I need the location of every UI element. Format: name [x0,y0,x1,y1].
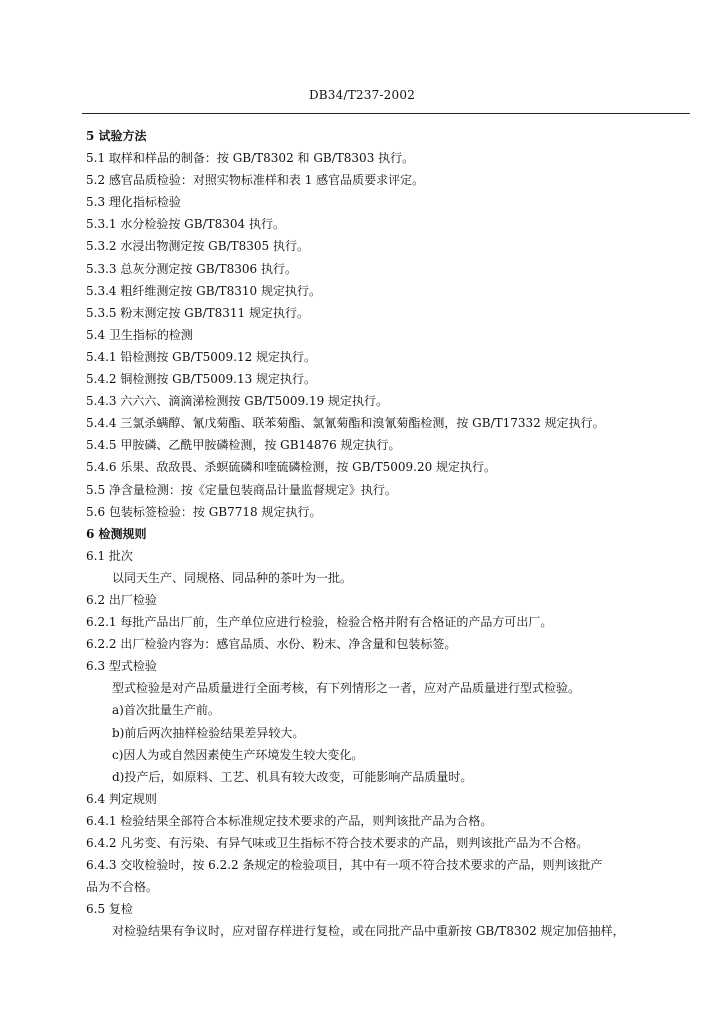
text-line: 对检验结果有争议时，应对留存样进行复检，或在同批产品中重新按 GB/T8302 规定加倍抽样， [112,924,625,939]
text-line: a)首次批量生产前。 [112,703,220,718]
text-line: 6.2.1 每批产品出厂前，生产单位应进行检验，检验合格并附有合格证的产品方可出厂。 [86,615,553,630]
text-line: 5.3.4 粗纤维测定按 GB/T8310 规定执行。 [86,283,321,298]
document-code-header: DB34/T237-2002 [308,88,416,102]
document-body [86,125,646,942]
text-line: 以同天生产、同规格、同品种的茶叶为一批。 [112,570,353,585]
text-line: 品为不合格。 [86,880,159,895]
text-line: 5.4.3 六六六、滴滴涕检测按 GB/T5009.19 规定执行。 [86,394,389,409]
text-line: 6.4 判定规则 [86,791,157,806]
section-heading: 6 检测规则 [86,526,147,541]
section-heading: 5 试验方法 [86,129,147,143]
text-line: 6.5 复检 [86,902,133,917]
text-line: 型式检验是对产品质量进行全面考核，有下列情形之一者，应对产品质量进行型式检验。 [112,681,581,696]
text-line: 5.3.5 粉末测定按 GB/T8311 规定执行。 [86,305,309,320]
text-line: 6.2 出厂检验 [86,592,157,607]
text-line: 6.4.1 检验结果全部符合本标准规定技术要求的产品，则判该批产品为合格。 [86,813,493,828]
text-line: 5.4.6 乐果、敌敌畏、杀螟硫磷和喹硫磷检测，按 GB/T5009.20 规定执行。 [86,460,497,475]
text-line: 5.3.3 总灰分测定按 GB/T8306 执行。 [86,261,297,276]
text-line: 5.4.5 甲胺磷、乙酰甲胺磷检测，按 GB14876 规定执行。 [86,438,401,453]
text-line: 6.2.2 出厂检验内容为：感官品质、水份、粉末、净含量和包装标签。 [86,637,457,652]
text-line: 5.3 理化指标检验 [86,195,181,210]
text-line: 5.5 净含量检测：按《定量包装商品计量监督规定》执行。 [86,482,397,497]
text-line: 5.3.2 水浸出物测定按 GB/T8305 执行。 [86,239,309,254]
header-rule [82,113,690,114]
text-line: 6.3 型式检验 [86,659,157,674]
text-line: 5.2 感官品质检验：对照实物标准样和表 1 感官品质要求评定。 [86,173,425,188]
text-line: c)因人为或自然因素使生产环境发生较大变化。 [112,747,364,762]
text-line: b)前后两次抽样检验结果差异较大。 [112,725,305,740]
text-line: 5.4.2 铜检测按 GB/T5009.13 规定执行。 [86,372,317,387]
text-line: 5.4.4 三氯杀螨醇、氰戊菊酯、联苯菊酯、氯氰菊酯和溴氰菊酯检测，按 GB/T17332 规定执行。 [86,416,605,431]
text-line: 5.6 包装标签检验：按 GB7718 规定执行。 [86,504,322,519]
text-line: d)投产后，如原料、工艺、机具有较大改变，可能影响产品质量时。 [112,769,473,784]
text-line: 5.3.1 水分检验按 GB/T8304 执行。 [86,217,285,232]
text-line: 6.4.2 凡劣变、有污染、有异气味或卫生指标不符合技术要求的产品，则判该批产品为不合格。 [86,836,589,850]
text-line: 6.4.3 交收检验时，按 6.2.2 条规定的检验项目，其中有一项不符合技术要求的产品，则判该批产 [86,858,603,873]
text-line: 5.4 卫生指标的检测 [86,327,193,342]
text-line: 5.4.1 铅检测按 GB/T5009.12 规定执行。 [86,349,317,364]
text-line: 6.1 批次 [86,548,133,563]
text-line: 5.1 取样和样品的制备：按 GB/T8302 和 GB/T8303 执行。 [86,151,415,166]
